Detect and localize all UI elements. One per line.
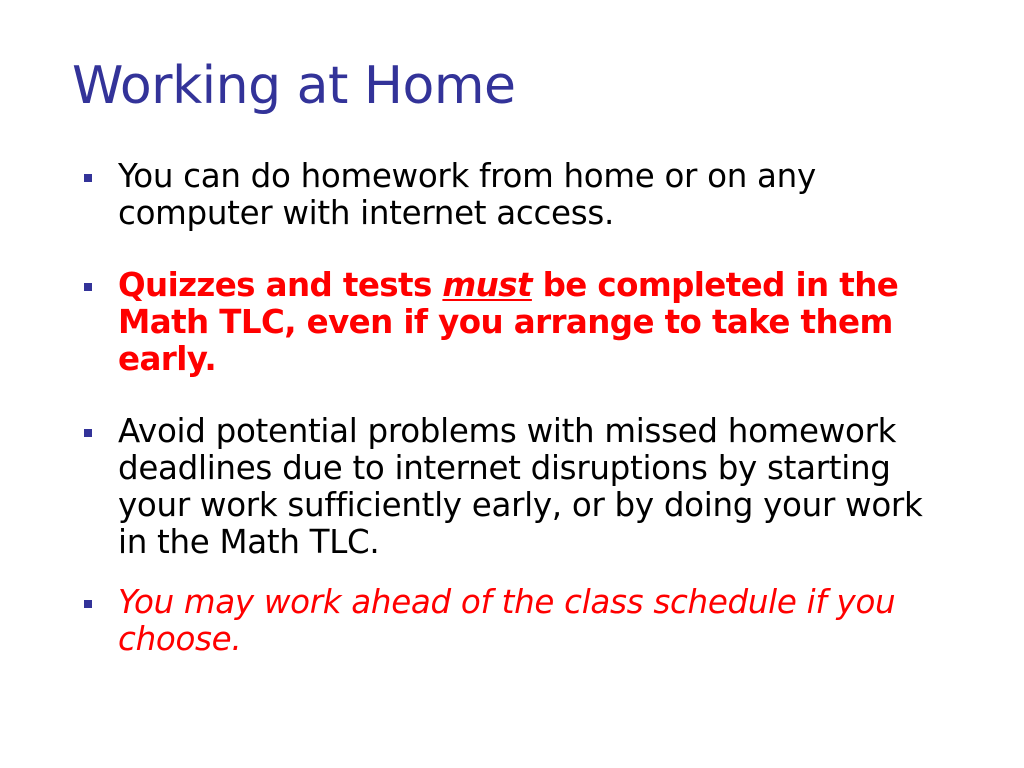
bullet-list (82, 158, 932, 658)
square-bullet-icon (84, 600, 92, 608)
bullet-text-quizzes (118, 266, 898, 378)
bullet-text-before: Quizzes and tests (118, 266, 443, 304)
bullet-item-deadlines (82, 413, 932, 561)
square-bullet-icon (84, 429, 92, 437)
square-bullet-icon (84, 174, 92, 182)
bullet-item-quizzes (82, 267, 932, 378)
bullet-text: You can do homework from home or on any computer with internet access. (118, 157, 816, 232)
bullet-text: Avoid potential problems with missed homework deadlines due to internet disruptions by starting your work sufficiently early, or by doing your work in the Math TLC. (118, 412, 923, 561)
emphasis-must: must (442, 266, 532, 304)
bullet-item-homework (82, 158, 932, 232)
bullet-item-work-ahead (82, 584, 932, 658)
square-bullet-icon (84, 283, 92, 291)
slide-title: Working at Home (72, 56, 516, 116)
bullet-text-after: be completed in the Math TLC, even if you arrange to take them early. (118, 266, 899, 378)
bullet-text: You may work ahead of the class schedule if you choose. (118, 583, 896, 658)
